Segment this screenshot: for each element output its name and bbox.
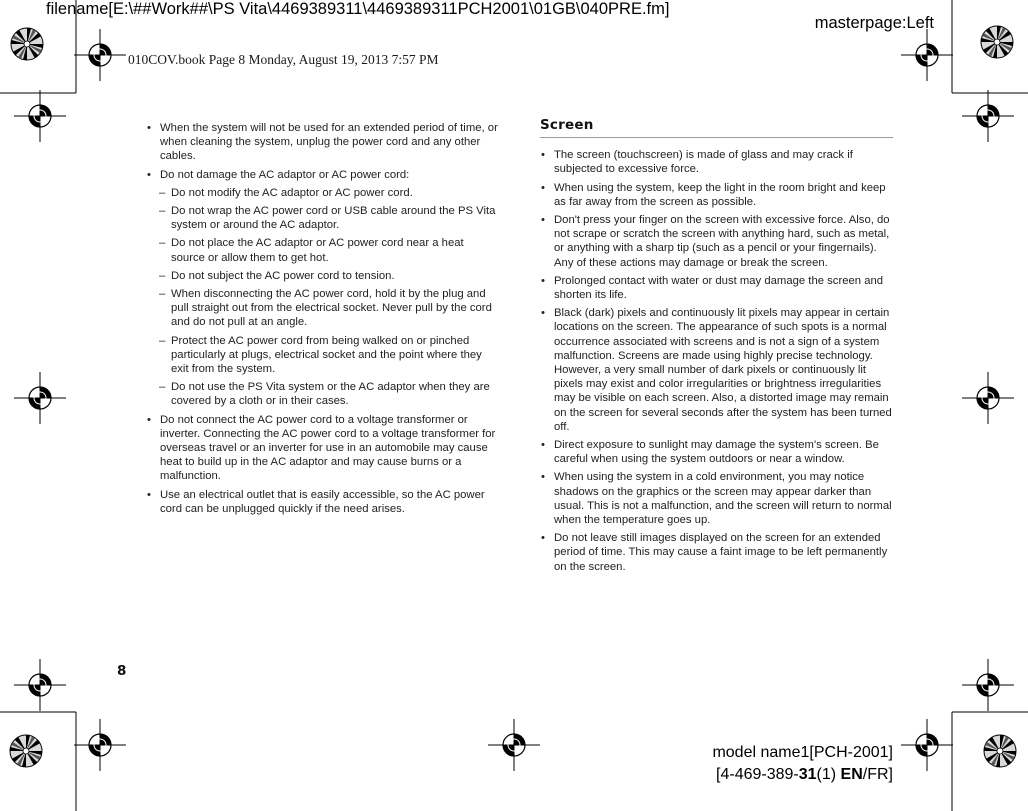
list-item xyxy=(540,306,893,434)
dash-mark: – xyxy=(159,334,166,347)
list-item xyxy=(540,438,893,466)
bullet-mark: • xyxy=(541,307,545,320)
registration-mark-right-upper xyxy=(962,90,1014,142)
list-item-text: When using the system, keep the light in the room bright and keep as far away from the screen as possible. xyxy=(554,181,886,208)
list-item xyxy=(540,470,893,527)
list-item-text: The screen (touchscreen) is made of glass and may crack if subjected to excessive force. xyxy=(554,149,853,176)
bullet-mark: • xyxy=(147,413,151,426)
book-info-line: 010COV.book Page 8 Monday, August 19, 2013 7:57 PM xyxy=(128,52,439,67)
sub-list-item-text: Do not use the PS Vita system or the AC adaptor when they are covered by a cloth or in their cases. xyxy=(171,381,490,408)
registration-mark-bottom-left xyxy=(74,719,126,771)
registration-mark-bottom-right xyxy=(901,719,953,771)
sub-list-item xyxy=(146,186,500,200)
bullet-mark: • xyxy=(541,439,545,452)
header-masterpage: masterpage:Left xyxy=(814,14,934,32)
list-item-text: When the system will not be used for an extended period of time, or when cleaning the system, unplug the power cord and any other cables. xyxy=(160,122,498,163)
list-item-text: Direct exposure to sunlight may damage the system's screen. Be careful when using the system outdoors or near a window. xyxy=(554,439,879,466)
starburst-mark-top-left xyxy=(11,28,43,60)
list-item xyxy=(540,181,893,209)
sub-list-item-text: Do not modify the AC adaptor or AC power cord. xyxy=(171,186,413,199)
registration-mark-bottom-center xyxy=(488,719,540,771)
footer-code-mid: (1) xyxy=(816,766,841,783)
sub-list-item xyxy=(146,204,500,232)
registration-mark-left-middle xyxy=(14,372,66,424)
sub-list-item-text: Do not place the AC adaptor or AC power cord near a heat source or allow them to get hot. xyxy=(171,237,464,264)
list-item-text: Black (dark) pixels and continuously lit pixels may appear in certain locations on the screen. The appearance of such spots is a normal occurrence associated with screens and is not a sign of a system malfunction. Screens are made using highly precise technology. However, a very small number of dark pixels or continuously lit pixels may exist and color irregularities or brightness irregularities may be visible on each screen. Also, a distorted image may remain on the screen for several seconds after the system has been turned off. xyxy=(554,307,892,433)
footer-lang-bold: EN xyxy=(840,766,863,783)
left-column xyxy=(146,121,500,520)
bullet-mark: • xyxy=(541,274,545,287)
registration-mark-left-upper xyxy=(14,90,66,142)
dash-mark: – xyxy=(159,237,166,250)
registration-mark-top-left xyxy=(74,29,126,81)
bullet-mark: • xyxy=(147,168,151,181)
bullet-mark: • xyxy=(541,532,545,545)
list-item xyxy=(540,213,893,270)
sub-list-item xyxy=(146,269,500,283)
footer-model-info xyxy=(712,742,893,786)
list-item-text: When using the system in a cold environment, you may notice shadows on the graphics or the screen may appear darker than usual. This is not a malfunction, and the screen will return to normal when the temperature goes up. xyxy=(554,471,892,527)
bullet-mark: • xyxy=(541,181,545,194)
starburst-mark-top-right xyxy=(981,26,1013,58)
list-item xyxy=(146,413,500,484)
starburst-mark-bottom-left xyxy=(10,735,42,767)
registration-mark-right-middle xyxy=(962,372,1014,424)
footer-code-line xyxy=(712,764,893,786)
registration-mark-left-lower xyxy=(14,659,66,711)
footer-code-bold: 31 xyxy=(798,766,817,783)
dash-mark: – xyxy=(159,381,166,394)
sub-list-item-text: Do not wrap the AC power cord or USB cable around the PS Vita system or around the AC adaptor. xyxy=(171,205,496,232)
list-item xyxy=(540,274,893,302)
list-item xyxy=(146,168,500,182)
sub-list-item xyxy=(146,236,500,264)
section-title-screen: Screen xyxy=(540,118,893,138)
dash-mark: – xyxy=(159,269,166,282)
bullet-mark: • xyxy=(147,122,151,134)
page-number: 8 xyxy=(117,663,127,679)
list-item xyxy=(146,488,500,516)
list-item-text: Do not damage the AC adaptor or AC power cord: xyxy=(160,168,410,181)
footer-code-prefix: [4-469-389- xyxy=(716,766,799,783)
sub-list-item-text: Protect the AC power cord from being walked on or pinched particularly at plugs, electrical socket and the point where they exit from the system. xyxy=(171,334,482,376)
starburst-mark-bottom-right xyxy=(984,735,1016,767)
dash-mark: – xyxy=(159,288,166,301)
sub-list-item xyxy=(146,287,500,330)
list-item-text: Do not leave still images displayed on the screen for an extended period of time. This may cause a faint image to be left permanently on the screen. xyxy=(554,532,888,573)
sub-list-item xyxy=(146,334,500,377)
bullet-mark: • xyxy=(541,149,545,162)
dash-mark: – xyxy=(159,186,166,199)
right-column xyxy=(540,118,893,578)
list-item-text: Use an electrical outlet that is easily accessible, so the AC power cord can be unplugged quickly if the need arises. xyxy=(160,488,485,515)
sub-list-item-text: Do not subject the AC power cord to tension. xyxy=(171,269,395,282)
list-item-text: Do not connect the AC power cord to a voltage transformer or inverter. Connecting the AC power cord to a voltage transformer for overseas travel or an inverter for use in an automobile may cause heat to build up in the AC adaptor and may cause burns or a malfunction. xyxy=(160,413,496,483)
footer-lang-rest: /FR] xyxy=(862,766,893,783)
footer-model-line: model name1[PCH-2001] xyxy=(712,744,893,761)
list-item-text: Prolonged contact with water or dust may damage the screen and shorten its life. xyxy=(554,274,884,302)
registration-mark-top-right xyxy=(901,29,953,81)
sub-list-item xyxy=(146,380,500,408)
bullet-mark: • xyxy=(541,214,545,227)
dash-mark: – xyxy=(159,205,166,218)
header-filename: filename[E:\##Work##\PS Vita\4469389311\4469389311PCH2001\01GB\040PRE.fm] xyxy=(46,0,670,18)
sub-list-item-text: When disconnecting the AC power cord, hold it by the plug and pull straight out from the electrical socket. Never pull by the cord and do not pull at an angle. xyxy=(171,288,492,329)
bullet-mark: • xyxy=(147,488,151,501)
list-item xyxy=(540,148,893,176)
list-item xyxy=(146,121,500,164)
list-item-text: Don't press your finger on the screen with excessive force. Also, do not scrape or scratch the screen with anything hard, such as metal, or anything with a sharp tip (such as a pencil or your fingernails). Any of these actions may damage or break the screen. xyxy=(554,214,890,269)
bullet-mark: • xyxy=(541,471,545,484)
registration-mark-right-lower xyxy=(962,659,1014,711)
list-item xyxy=(540,531,893,574)
